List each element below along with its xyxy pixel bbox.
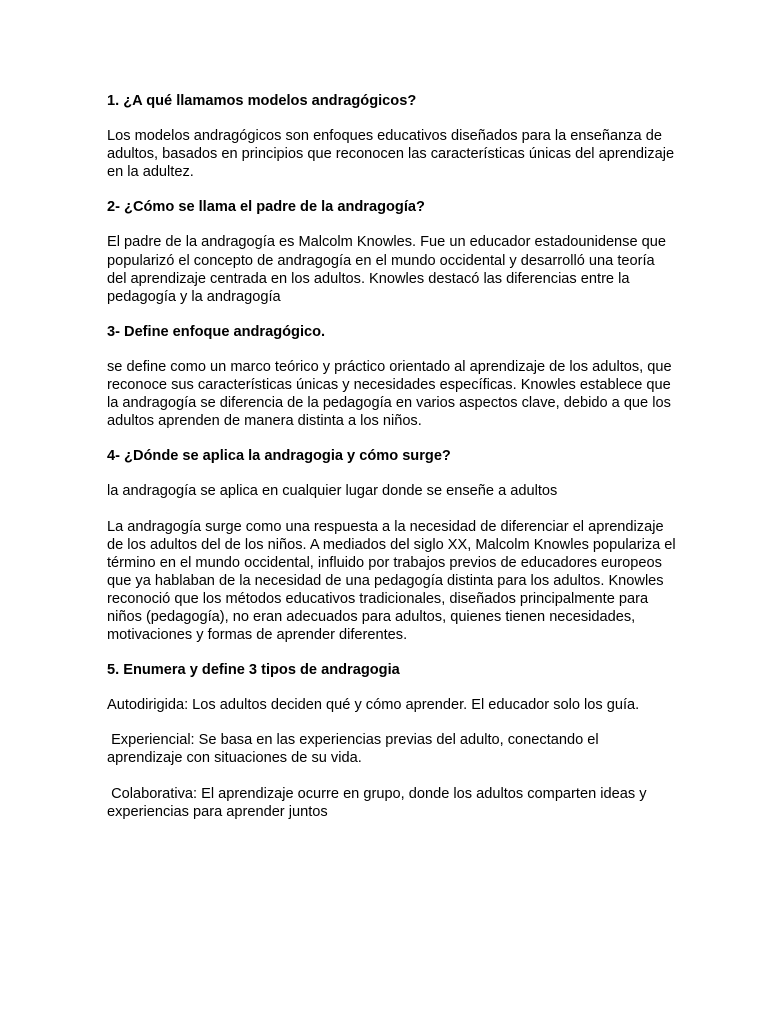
question-5-heading: 5. Enumera y define 3 tipos de andragogia — [107, 662, 400, 679]
question-4-answer-where: la andragogía se aplica en cualquier lugar donde se enseñe a adultos — [107, 483, 558, 500]
question-3-answer: se define como un marco teórico y práctico orientado al aprendizaje de los adultos, que reconoce sus características únicas y necesidades específicas. Knowles establece que la andragogía se diferencia de la pedagogía en varios aspectos clave, debido a que los adultos aprenden de manera distinta a los niños. — [107, 358, 672, 430]
andragogy-type-self-directed: Autodirigida: Los adultos deciden qué y cómo aprender. El educador solo los guía. — [107, 697, 640, 714]
question-1-answer: Los modelos andragógicos son enfoques educativos diseñados para la enseñanza de adultos, basados en principios que reconocen las características únicas del aprendizaje en la adultez. — [107, 128, 675, 181]
question-4-heading: 4- ¿Dónde se aplica la andragogia y cómo surge? — [107, 448, 451, 465]
document-body — [107, 92, 677, 838]
andragogy-type-collaborative: Colaborativa: El aprendizaje ocurre en grupo, donde los adultos comparten ideas y experiencias para aprender juntos — [107, 785, 651, 820]
question-4-answer-origin: La andragogía surge como una respuesta a la necesidad de diferenciar el aprendizaje de los adultos del de los niños. A mediados del siglo XX, Malcolm Knowles populariza el término en el mundo occidental, influido por trabajos previos de educadores europeos que ya hablaban de la necesidad de una pedagogía distinta para los adultos. Knowles reconoció que los métodos educativos tradicionales, diseñados principalmente para niños (pedagogía), no eran adecuados para adultos, quienes tienen necesidades, motivaciones y formas de aprender diferentes. — [107, 518, 676, 644]
question-2-heading: 2- ¿Cómo se llama el padre de la andragogía? — [107, 199, 425, 216]
andragogy-type-experiential: Experiencial: Se basa en las experiencias previas del adulto, conectando el aprendizaje con situaciones de su vida. — [107, 732, 603, 767]
question-2-answer: El padre de la andragogía es Malcolm Knowles. Fue un educador estadounidense que popularizó el concepto de andragogía en el mundo occidental y desarrolló una teoría del aprendizaje centrada en los adultos. Knowles destacó las diferencias entre la pedagogía y la andragogía — [107, 234, 666, 305]
question-3-heading: 3- Define enfoque andragógico. — [107, 323, 326, 340]
question-1-heading: 1. ¿A qué llamamos modelos andragógicos? — [107, 93, 417, 109]
